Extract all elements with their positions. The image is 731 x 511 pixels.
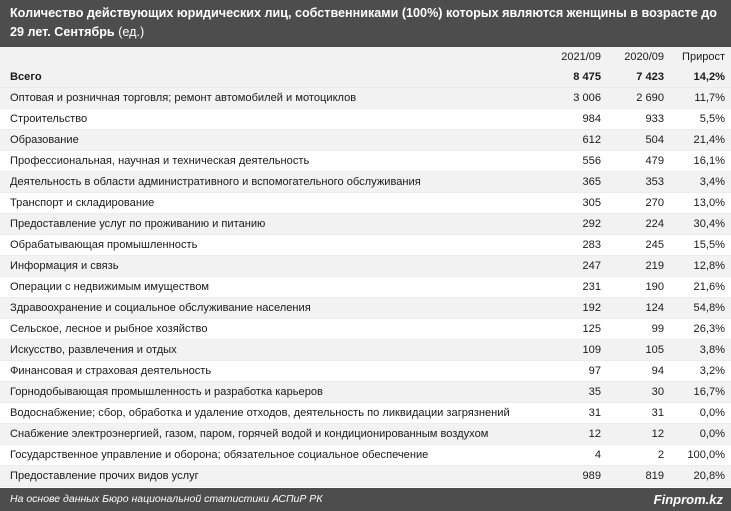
value-growth: 16,1% (693, 155, 725, 167)
table-row (0, 109, 731, 130)
value-2020: 105 (645, 344, 664, 356)
value-2020: 124 (645, 302, 664, 314)
value-2020: 479 (645, 155, 664, 167)
value-growth: 12,8% (693, 260, 725, 272)
value-2021: 231 (582, 281, 601, 293)
value-growth: 26,3% (693, 323, 725, 335)
table-row (0, 130, 731, 151)
value-growth: 0,0% (699, 428, 725, 440)
row-name: Государственное управление и оборона; обязательное социальное обеспечение (10, 449, 429, 461)
row-name: Транспорт и складирование (10, 197, 155, 209)
value-growth: 21,4% (693, 134, 725, 146)
value-2020: 224 (645, 218, 664, 230)
value-2021: 556 (582, 155, 601, 167)
value-2021: 4 (594, 449, 601, 461)
value-2020: 245 (645, 239, 664, 251)
brand-logo: Finprom.kz (653, 492, 723, 507)
value-2020: 190 (645, 281, 664, 293)
row-name: Сельское, лесное и рыбное хозяйство (10, 323, 208, 335)
value-2021: 97 (588, 365, 601, 377)
row-name: Здравоохранение и социальное обслуживание населения (10, 302, 311, 314)
row-name: Снабжение электроэнергией, газом, паром, горячей водой и кондиционированным воздухом (10, 428, 489, 440)
value-growth: 54,8% (693, 302, 725, 314)
row-name: Предоставление услуг по проживанию и питанию (10, 218, 266, 230)
value-growth: 13,0% (693, 197, 725, 209)
source-note: На основе данных Бюро национальной статистики АСПиР РК (10, 493, 323, 505)
table-title (0, 0, 731, 47)
table-row (0, 277, 731, 298)
table-row (0, 193, 731, 214)
table-row (0, 319, 731, 340)
row-name: Водоснабжение; сбор, обработка и удаление отходов, деятельность по ликвидации загрязнений (10, 407, 510, 419)
value-2021: 365 (582, 176, 601, 188)
value-2020: 2 690 (636, 92, 664, 104)
value-growth: 3,4% (699, 176, 725, 188)
table-row (0, 340, 731, 361)
value-2020: 7 423 (636, 71, 664, 83)
row-name: Горнодобывающая промышленность и разработка карьеров (10, 386, 323, 398)
value-growth: 5,5% (699, 113, 725, 125)
table-row (0, 235, 731, 256)
row-name: Строительство (10, 113, 88, 125)
table-row (0, 172, 731, 193)
row-name: Предоставление прочих видов услуг (10, 470, 199, 482)
value-growth: 20,8% (693, 470, 725, 482)
row-name: Оптовая и розничная торговля; ремонт автомобилей и мотоциклов (10, 92, 357, 104)
value-growth: 16,7% (693, 386, 725, 398)
table-row (0, 445, 731, 466)
value-2021: 292 (582, 218, 601, 230)
value-2021: 12 (588, 428, 601, 440)
value-2020: 30 (651, 386, 664, 398)
value-2021: 989 (582, 470, 601, 482)
value-growth: 3,8% (699, 344, 725, 356)
value-2020: 2 (657, 449, 664, 461)
column-header-growth: Прирост (682, 51, 725, 63)
row-name: Обрабатывающая промышленность (10, 239, 198, 251)
value-2021: 984 (582, 113, 601, 125)
value-2020: 353 (645, 176, 664, 188)
value-growth: 15,5% (693, 239, 725, 251)
value-2020: 270 (645, 197, 664, 209)
value-2020: 31 (651, 407, 664, 419)
table-row (0, 361, 731, 382)
value-2020: 933 (645, 113, 664, 125)
value-2020: 504 (645, 134, 664, 146)
value-2021: 8 475 (573, 71, 601, 83)
row-name: Искусство, развлечения и отдых (10, 344, 177, 356)
row-name: Операции с недвижимым имуществом (10, 281, 210, 293)
value-2020: 219 (645, 260, 664, 272)
data-table (0, 67, 731, 487)
table-row (0, 88, 731, 109)
table-row (0, 256, 731, 277)
table-row (0, 214, 731, 235)
value-growth: 3,2% (699, 365, 725, 377)
value-2020: 12 (651, 428, 664, 440)
value-growth: 21,6% (693, 281, 725, 293)
value-growth: 11,7% (694, 92, 725, 104)
column-header-2020: 2020/09 (624, 51, 664, 63)
value-2021: 35 (588, 386, 601, 398)
table-row (0, 466, 731, 487)
value-2020: 94 (651, 365, 664, 377)
value-2020: 99 (651, 323, 664, 335)
table-row (0, 403, 731, 424)
table-row (0, 298, 731, 319)
table-row (0, 151, 731, 172)
value-2021: 3 006 (573, 92, 601, 104)
row-name: Всего (10, 71, 42, 83)
column-header-2021: 2021/09 (561, 51, 601, 63)
table-row (0, 424, 731, 445)
row-name: Деятельность в области административного и вспомогательного обслуживания (10, 176, 421, 188)
value-2021: 109 (582, 344, 601, 356)
value-2021: 612 (582, 134, 601, 146)
title-text: Количество действующих юридических лиц, собственниками (100%) которых являются женщины в возрасте до 29 лет. Сентябрь (10, 6, 717, 39)
table-row-total (0, 67, 731, 88)
value-2021: 125 (582, 323, 601, 335)
value-growth: 14,2% (693, 71, 725, 83)
value-2021: 192 (582, 302, 601, 314)
value-growth: 30,4% (693, 218, 725, 230)
value-growth: 0,0% (699, 407, 725, 419)
value-2021: 305 (582, 197, 601, 209)
value-2020: 819 (645, 470, 664, 482)
footer (0, 488, 731, 511)
row-name: Финансовая и страховая деятельность (10, 365, 212, 377)
value-2021: 283 (582, 239, 601, 251)
title-unit: (ед.) (118, 25, 145, 39)
row-name: Информация и связь (10, 260, 119, 272)
value-growth: 100,0% (687, 449, 725, 461)
value-2021: 247 (582, 260, 601, 272)
table-row (0, 382, 731, 403)
row-name: Профессиональная, научная и техническая деятельность (10, 155, 310, 167)
value-2021: 31 (588, 407, 601, 419)
row-name: Образование (10, 134, 79, 146)
column-headers (0, 47, 731, 67)
